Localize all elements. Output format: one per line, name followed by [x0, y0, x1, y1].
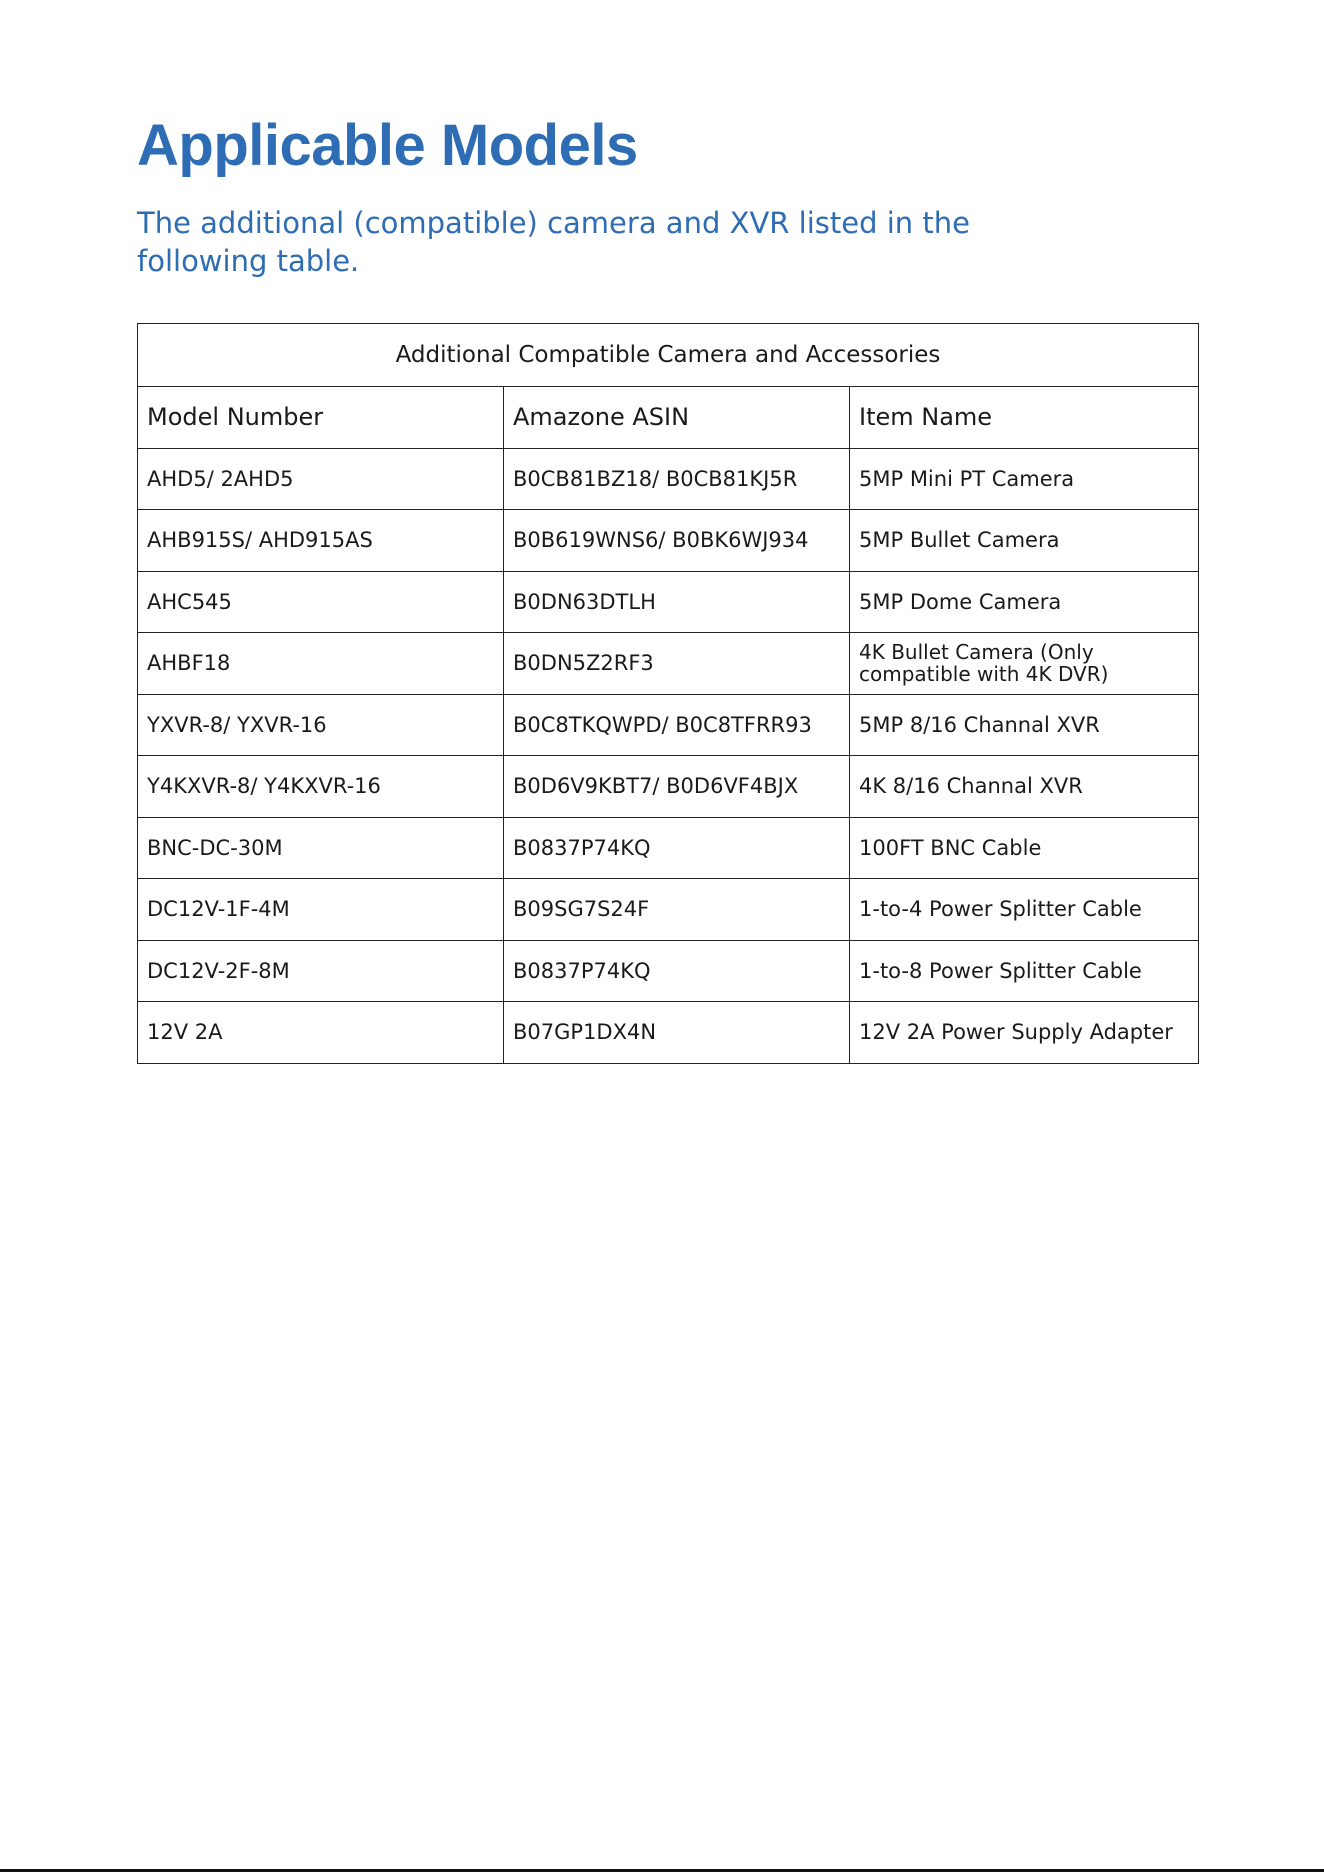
- table-row: [138, 694, 1199, 756]
- table-row: [138, 1002, 1199, 1064]
- cell-model-number: 12V 2A: [138, 1002, 504, 1064]
- cell-item-name: 100FT BNC Cable: [850, 817, 1199, 879]
- cell-item-name: 4K 8/16 Channal XVR: [850, 756, 1199, 818]
- cell-asin: B0D6V9KBT7/ B0D6VF4BJX: [504, 756, 850, 818]
- cell-item-name: 5MP Bullet Camera: [850, 510, 1199, 572]
- page-subtitle: The additional (compatible) camera and XVR listed in the following table.: [137, 206, 970, 278]
- cell-model-number: AHB915S/ AHD915AS: [138, 510, 504, 572]
- cell-item-name: 5MP Dome Camera: [850, 571, 1199, 633]
- cell-asin: B0837P74KQ: [504, 940, 850, 1002]
- cell-item-name: 1-to-8 Power Splitter Cable: [850, 940, 1199, 1002]
- cell-model-number: AHD5/ 2AHD5: [138, 448, 504, 510]
- cell-asin: B0DN63DTLH: [504, 571, 850, 633]
- table-row: [138, 633, 1199, 695]
- cell-item-name: 1-to-4 Power Splitter Cable: [850, 879, 1199, 941]
- cell-asin: B0837P74KQ: [504, 817, 850, 879]
- header-model-number: Model Number: [138, 387, 504, 449]
- cell-asin: B0CB81BZ18/ B0CB81KJ5R: [504, 448, 850, 510]
- cell-model-number: Y4KXVR-8/ Y4KXVR-16: [138, 756, 504, 818]
- cell-item-name: 4K Bullet Camera (Only compatible with 4K DVR): [850, 633, 1199, 695]
- table-row: [138, 571, 1199, 633]
- cell-item-name: 12V 2A Power Supply Adapter: [850, 1002, 1199, 1064]
- cell-model-number: BNC-DC-30M: [138, 817, 504, 879]
- cell-item-name: 5MP Mini PT Camera: [850, 448, 1199, 510]
- table-row: [138, 510, 1199, 572]
- table-row: [138, 448, 1199, 510]
- cell-model-number: AHBF18: [138, 633, 504, 695]
- cell-model-number: YXVR-8/ YXVR-16: [138, 694, 504, 756]
- page-title: Applicable Models: [137, 113, 638, 178]
- table-caption-row: [138, 324, 1199, 387]
- table-row: [138, 940, 1199, 1002]
- cell-asin: B0B619WNS6/ B0BK6WJ934: [504, 510, 850, 572]
- cell-model-number: DC12V-1F-4M: [138, 879, 504, 941]
- table-row: [138, 879, 1199, 941]
- table-row: [138, 756, 1199, 818]
- cell-asin: B09SG7S24F: [504, 879, 850, 941]
- header-item-name: Item Name: [850, 387, 1199, 449]
- cell-asin: B0C8TKQWPD/ B0C8TFRR93: [504, 694, 850, 756]
- table-row: [138, 817, 1199, 879]
- table-caption: Additional Compatible Camera and Accessories: [138, 324, 1199, 387]
- compatible-models-table-container: [137, 323, 1198, 1064]
- cell-item-name: 5MP 8/16 Channal XVR: [850, 694, 1199, 756]
- header-amazon-asin: Amazone ASIN: [504, 387, 850, 449]
- cell-asin: B0DN5Z2RF3: [504, 633, 850, 695]
- cell-model-number: AHC545: [138, 571, 504, 633]
- compatible-models-table: [137, 323, 1199, 1064]
- table-header-row: [138, 387, 1199, 449]
- cell-asin: B07GP1DX4N: [504, 1002, 850, 1064]
- cell-model-number: DC12V-2F-8M: [138, 940, 504, 1002]
